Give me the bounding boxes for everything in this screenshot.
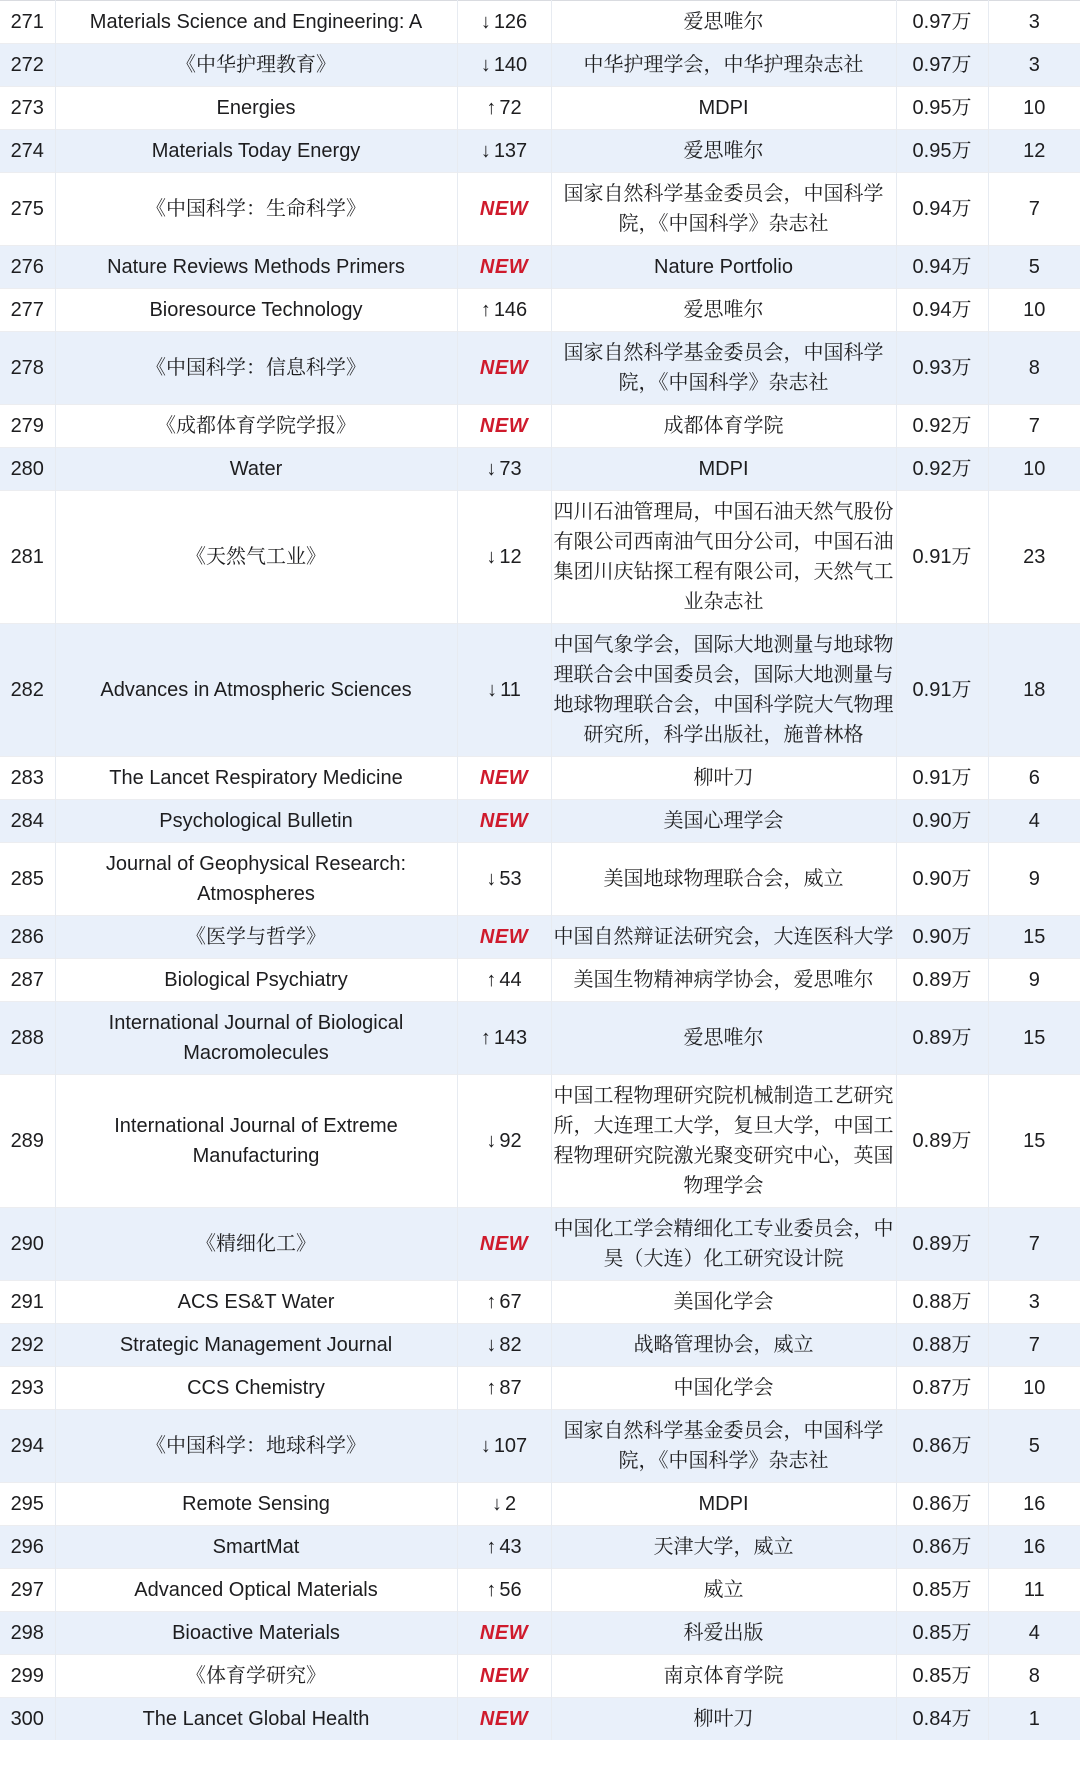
arrow-down-icon: ↓ (486, 1334, 497, 1356)
table-row (0, 246, 1080, 289)
table-row (0, 1324, 1080, 1367)
count-cell: 3 (988, 44, 1080, 87)
journal-name-cell: Materials Science and Engineering: A (55, 1, 457, 44)
metric-value-cell: 0.85万 (896, 1569, 988, 1612)
publisher-cell: 中国化工学会精细化工专业委员会，中昊（大连）化工研究设计院 (551, 1208, 896, 1281)
rank-cell: 291 (0, 1281, 55, 1324)
arrow-down-icon: ↓ (486, 546, 497, 568)
journal-name-cell: 《精细化工》 (55, 1208, 457, 1281)
metric-value-cell: 0.86万 (896, 1526, 988, 1569)
table-row (0, 624, 1080, 757)
metric-value-cell: 0.94万 (896, 289, 988, 332)
publisher-cell: 四川石油管理局，中国石油天然气股份有限公司西南油气田分公司，中国石油集团川庆钻探工程有限公司，天然气工业杂志社 (551, 491, 896, 624)
count-cell: 10 (988, 1367, 1080, 1410)
metric-value-cell: 0.97万 (896, 44, 988, 87)
metric-value-cell: 0.89万 (896, 1075, 988, 1208)
count-cell: 1 (988, 1698, 1080, 1741)
table-row (0, 959, 1080, 1002)
rank-cell: 285 (0, 843, 55, 916)
arrow-up-icon: ↑ (486, 1536, 497, 1558)
rank-cell: 293 (0, 1367, 55, 1410)
journal-name-cell: 《中国科学：地球科学》 (55, 1410, 457, 1483)
table-row (0, 1569, 1080, 1612)
arrow-down-icon: ↓ (480, 1435, 491, 1457)
arrow-down-icon: ↓ (486, 868, 497, 890)
metric-value-cell: 0.94万 (896, 246, 988, 289)
count-cell: 16 (988, 1526, 1080, 1569)
rank-change-cell: ↓ 107 (457, 1410, 551, 1483)
journal-name-cell: Bioresource Technology (55, 289, 457, 332)
publisher-cell: MDPI (551, 87, 896, 130)
rank-cell: 274 (0, 130, 55, 173)
table-row (0, 87, 1080, 130)
journal-name-cell: 《成都体育学院学报》 (55, 405, 457, 448)
metric-value-cell: 0.95万 (896, 130, 988, 173)
rank-change-cell: NEW (457, 800, 551, 843)
rank-change-cell: NEW (457, 1698, 551, 1741)
journal-name-cell: International Journal of Biological Macromolecules (55, 1002, 457, 1075)
journal-name-cell: International Journal of Extreme Manufacturing (55, 1075, 457, 1208)
count-cell: 11 (988, 1569, 1080, 1612)
rank-cell: 299 (0, 1655, 55, 1698)
publisher-cell: MDPI (551, 1483, 896, 1526)
journal-name-cell: 《体育学研究》 (55, 1655, 457, 1698)
journal-name-cell: ACS ES&T Water (55, 1281, 457, 1324)
publisher-cell: 爱思唯尔 (551, 1, 896, 44)
metric-value-cell: 0.90万 (896, 843, 988, 916)
rank-cell: 296 (0, 1526, 55, 1569)
count-cell: 3 (988, 1, 1080, 44)
table-row (0, 44, 1080, 87)
rank-cell: 288 (0, 1002, 55, 1075)
journal-name-cell: The Lancet Global Health (55, 1698, 457, 1741)
count-cell: 15 (988, 916, 1080, 959)
arrow-up-icon: ↑ (486, 1377, 497, 1399)
publisher-cell: 中华护理学会，中华护理杂志社 (551, 44, 896, 87)
metric-value-cell: 0.91万 (896, 491, 988, 624)
publisher-cell: 爱思唯尔 (551, 130, 896, 173)
publisher-cell: 美国化学会 (551, 1281, 896, 1324)
publisher-cell: 中国自然辩证法研究会，大连医科大学 (551, 916, 896, 959)
publisher-cell: MDPI (551, 448, 896, 491)
publisher-cell: 南京体育学院 (551, 1655, 896, 1698)
journal-name-cell: 《天然气工业》 (55, 491, 457, 624)
rank-cell: 273 (0, 87, 55, 130)
arrow-up-icon: ↑ (486, 1579, 497, 1601)
table-row (0, 916, 1080, 959)
rank-change-cell: ↓ 73 (457, 448, 551, 491)
count-cell: 4 (988, 800, 1080, 843)
rank-change-cell: ↓ 2 (457, 1483, 551, 1526)
journal-name-cell: 《中国科学：生命科学》 (55, 173, 457, 246)
rank-change-cell: NEW (457, 173, 551, 246)
journal-name-cell: Nature Reviews Methods Primers (55, 246, 457, 289)
rank-cell: 280 (0, 448, 55, 491)
arrow-down-icon: ↓ (486, 1130, 497, 1152)
rank-change-cell: ↓ 82 (457, 1324, 551, 1367)
rank-change-cell: ↑ 43 (457, 1526, 551, 1569)
publisher-cell: 战略管理协会，威立 (551, 1324, 896, 1367)
count-cell: 15 (988, 1075, 1080, 1208)
table-row (0, 491, 1080, 624)
rank-change-cell: ↓ 11 (457, 624, 551, 757)
table-row (0, 1281, 1080, 1324)
rank-change-cell: ↓ 92 (457, 1075, 551, 1208)
journal-name-cell: Advanced Optical Materials (55, 1569, 457, 1612)
arrow-up-icon: ↑ (486, 1291, 497, 1313)
count-cell: 7 (988, 1324, 1080, 1367)
rank-change-cell: NEW (457, 332, 551, 405)
metric-value-cell: 0.91万 (896, 757, 988, 800)
journal-name-cell: Strategic Management Journal (55, 1324, 457, 1367)
publisher-cell: 爱思唯尔 (551, 1002, 896, 1075)
journal-name-cell: SmartMat (55, 1526, 457, 1569)
metric-value-cell: 0.85万 (896, 1655, 988, 1698)
metric-value-cell: 0.89万 (896, 1002, 988, 1075)
metric-value-cell: 0.88万 (896, 1324, 988, 1367)
table-row (0, 332, 1080, 405)
rank-cell: 277 (0, 289, 55, 332)
rank-change-cell: ↓ 126 (457, 1, 551, 44)
publisher-cell: 柳叶刀 (551, 757, 896, 800)
rank-cell: 289 (0, 1075, 55, 1208)
arrow-down-icon: ↓ (480, 11, 491, 33)
table-row (0, 800, 1080, 843)
count-cell: 4 (988, 1612, 1080, 1655)
rank-cell: 300 (0, 1698, 55, 1741)
journal-name-cell: Advances in Atmospheric Sciences (55, 624, 457, 757)
arrow-up-icon: ↑ (486, 97, 497, 119)
publisher-cell: 成都体育学院 (551, 405, 896, 448)
rank-change-cell: NEW (457, 916, 551, 959)
table-row (0, 1075, 1080, 1208)
metric-value-cell: 0.90万 (896, 916, 988, 959)
metric-value-cell: 0.92万 (896, 405, 988, 448)
rank-cell: 290 (0, 1208, 55, 1281)
journal-name-cell: CCS Chemistry (55, 1367, 457, 1410)
publisher-cell: 美国地球物理联合会，威立 (551, 843, 896, 916)
count-cell: 10 (988, 289, 1080, 332)
rank-cell: 298 (0, 1612, 55, 1655)
journal-table-body (0, 1, 1080, 1741)
metric-value-cell: 0.92万 (896, 448, 988, 491)
count-cell: 23 (988, 491, 1080, 624)
count-cell: 10 (988, 87, 1080, 130)
table-row (0, 757, 1080, 800)
rank-change-cell: NEW (457, 1208, 551, 1281)
count-cell: 7 (988, 1208, 1080, 1281)
table-row (0, 1208, 1080, 1281)
arrow-down-icon: ↓ (480, 140, 491, 162)
table-row (0, 1, 1080, 44)
publisher-cell: 中国工程物理研究院机械制造工艺研究所，大连理工大学，复旦大学，中国工程物理研究院激光聚变研究中心，英国物理学会 (551, 1075, 896, 1208)
publisher-cell: 国家自然科学基金委员会，中国科学院，《中国科学》杂志社 (551, 173, 896, 246)
rank-cell: 276 (0, 246, 55, 289)
arrow-up-icon: ↑ (480, 299, 491, 321)
table-row (0, 1526, 1080, 1569)
arrow-up-icon: ↑ (480, 1027, 491, 1049)
rank-cell: 284 (0, 800, 55, 843)
journal-name-cell: Journal of Geophysical Research: Atmospheres (55, 843, 457, 916)
publisher-cell: 柳叶刀 (551, 1698, 896, 1741)
count-cell: 9 (988, 843, 1080, 916)
rank-cell: 275 (0, 173, 55, 246)
rank-change-cell: ↑ 44 (457, 959, 551, 1002)
publisher-cell: 天津大学，威立 (551, 1526, 896, 1569)
journal-name-cell: The Lancet Respiratory Medicine (55, 757, 457, 800)
journal-name-cell: 《医学与哲学》 (55, 916, 457, 959)
journal-name-cell: Bioactive Materials (55, 1612, 457, 1655)
metric-value-cell: 0.89万 (896, 1208, 988, 1281)
count-cell: 8 (988, 1655, 1080, 1698)
rank-change-cell: ↑ 56 (457, 1569, 551, 1612)
metric-value-cell: 0.89万 (896, 959, 988, 1002)
rank-change-cell: ↑ 146 (457, 289, 551, 332)
journal-name-cell: Water (55, 448, 457, 491)
table-row (0, 1698, 1080, 1741)
count-cell: 3 (988, 1281, 1080, 1324)
rank-cell: 278 (0, 332, 55, 405)
publisher-cell: 科爱出版 (551, 1612, 896, 1655)
rank-change-cell: ↓ 137 (457, 130, 551, 173)
publisher-cell: 国家自然科学基金委员会，中国科学院，《中国科学》杂志社 (551, 332, 896, 405)
metric-value-cell: 0.86万 (896, 1483, 988, 1526)
metric-value-cell: 0.86万 (896, 1410, 988, 1483)
metric-value-cell: 0.85万 (896, 1612, 988, 1655)
count-cell: 5 (988, 246, 1080, 289)
journal-name-cell: Remote Sensing (55, 1483, 457, 1526)
table-row (0, 405, 1080, 448)
metric-value-cell: 0.87万 (896, 1367, 988, 1410)
rank-change-cell: NEW (457, 246, 551, 289)
rank-change-cell: ↑ 67 (457, 1281, 551, 1324)
table-row (0, 173, 1080, 246)
table-row (0, 1367, 1080, 1410)
count-cell: 12 (988, 130, 1080, 173)
rank-cell: 295 (0, 1483, 55, 1526)
journal-name-cell: Psychological Bulletin (55, 800, 457, 843)
rank-cell: 294 (0, 1410, 55, 1483)
arrow-down-icon: ↓ (491, 1493, 502, 1515)
rank-change-cell: ↑ 143 (457, 1002, 551, 1075)
metric-value-cell: 0.95万 (896, 87, 988, 130)
rank-change-cell: ↑ 87 (457, 1367, 551, 1410)
publisher-cell: 美国心理学会 (551, 800, 896, 843)
publisher-cell: 国家自然科学基金委员会，中国科学院，《中国科学》杂志社 (551, 1410, 896, 1483)
table-row (0, 1483, 1080, 1526)
rank-cell: 272 (0, 44, 55, 87)
metric-value-cell: 0.84万 (896, 1698, 988, 1741)
count-cell: 8 (988, 332, 1080, 405)
publisher-cell: 中国化学会 (551, 1367, 896, 1410)
rank-cell: 282 (0, 624, 55, 757)
publisher-cell: 中国气象学会，国际大地测量与地球物理联合会中国委员会，国际大地测量与地球物理联合会，中国科学院大气物理研究所，科学出版社，施普林格 (551, 624, 896, 757)
metric-value-cell: 0.93万 (896, 332, 988, 405)
table-row (0, 289, 1080, 332)
rank-change-cell: NEW (457, 1612, 551, 1655)
metric-value-cell: 0.90万 (896, 800, 988, 843)
rank-cell: 281 (0, 491, 55, 624)
table-row (0, 1002, 1080, 1075)
rank-cell: 286 (0, 916, 55, 959)
rank-cell: 283 (0, 757, 55, 800)
rank-cell: 287 (0, 959, 55, 1002)
rank-cell: 297 (0, 1569, 55, 1612)
publisher-cell: 美国生物精神病学协会，爱思唯尔 (551, 959, 896, 1002)
journal-name-cell: Biological Psychiatry (55, 959, 457, 1002)
count-cell: 18 (988, 624, 1080, 757)
journal-name-cell: 《中华护理教育》 (55, 44, 457, 87)
arrow-down-icon: ↓ (480, 54, 491, 76)
count-cell: 9 (988, 959, 1080, 1002)
rank-change-cell: ↑ 72 (457, 87, 551, 130)
journal-name-cell: Materials Today Energy (55, 130, 457, 173)
table-row (0, 448, 1080, 491)
rank-change-cell: ↓ 53 (457, 843, 551, 916)
rank-change-cell: NEW (457, 1655, 551, 1698)
metric-value-cell: 0.94万 (896, 173, 988, 246)
table-row (0, 1410, 1080, 1483)
count-cell: 16 (988, 1483, 1080, 1526)
count-cell: 10 (988, 448, 1080, 491)
table-row (0, 130, 1080, 173)
rank-change-cell: NEW (457, 757, 551, 800)
count-cell: 6 (988, 757, 1080, 800)
journal-name-cell: 《中国科学：信息科学》 (55, 332, 457, 405)
arrow-up-icon: ↑ (486, 969, 497, 991)
rank-change-cell: ↓ 12 (457, 491, 551, 624)
count-cell: 15 (988, 1002, 1080, 1075)
publisher-cell: Nature Portfolio (551, 246, 896, 289)
journal-name-cell: Energies (55, 87, 457, 130)
metric-value-cell: 0.97万 (896, 1, 988, 44)
table-row (0, 1655, 1080, 1698)
table-row (0, 1612, 1080, 1655)
publisher-cell: 爱思唯尔 (551, 289, 896, 332)
metric-value-cell: 0.88万 (896, 1281, 988, 1324)
rank-change-cell: ↓ 140 (457, 44, 551, 87)
arrow-down-icon: ↓ (487, 679, 498, 701)
arrow-down-icon: ↓ (486, 458, 497, 480)
rank-cell: 271 (10, 11, 44, 33)
rank-change-cell: NEW (457, 405, 551, 448)
table-row (0, 843, 1080, 916)
metric-value-cell: 0.91万 (896, 624, 988, 757)
publisher-cell: 威立 (551, 1569, 896, 1612)
count-cell: 5 (988, 1410, 1080, 1483)
rank-cell: 279 (0, 405, 55, 448)
count-cell: 7 (988, 405, 1080, 448)
count-cell: 7 (988, 173, 1080, 246)
rank-cell: 292 (0, 1324, 55, 1367)
